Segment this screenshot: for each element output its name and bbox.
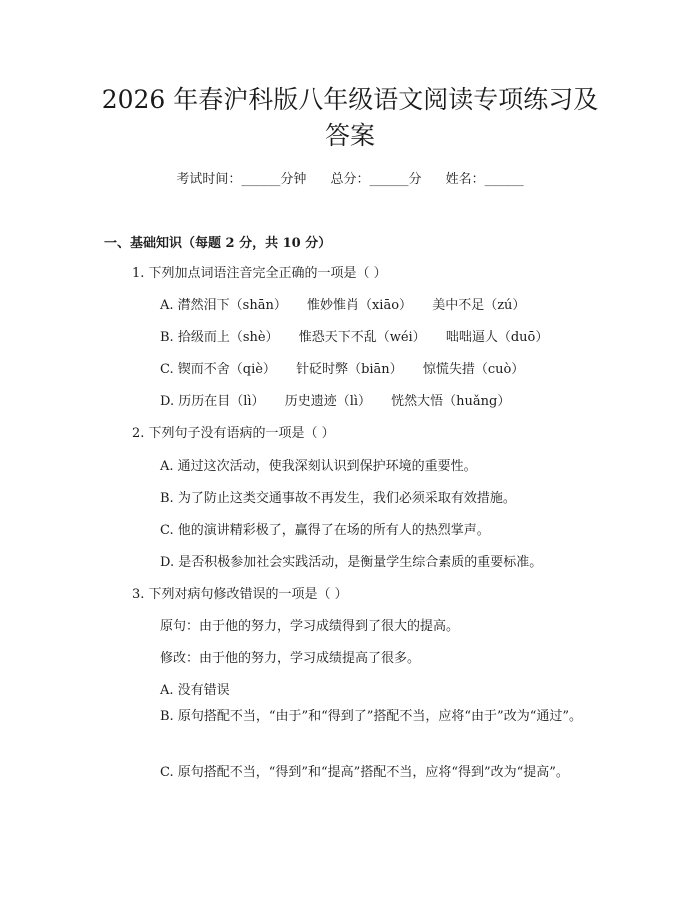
exam-time: 考试时间：______分钟 [176,172,307,187]
option-part: D. 历历在目（lì） [160,394,265,409]
title-line-2: 答案 [324,121,375,150]
question-3-option-b: B. 原句搭配不当，“由于”和“得到了”搭配不当，应将“由于”改为“通过”。 [160,709,582,724]
question-2-option-d: D. 是否积极参加社会实践活动，是衡量学生综合素质的重要标准。 [160,555,543,570]
question-2-option-a: A. 通过这次活动，使我深刻认识到保护环境的重要性。 [160,459,477,474]
question-3-revised-sentence: 修改：由于他的努力，学习成绩提高了很多。 [160,651,421,666]
option-part: C. 锲而不舍（qiè） [160,362,276,377]
question-2-stem: 2. 下列句子没有语病的一项是（ ） [132,426,335,441]
total-score: 总分：______分 [330,172,422,187]
question-1-option-a [160,294,525,313]
question-3-stem: 3. 下列对病句修改错误的一项是（ ） [132,587,348,602]
option-part: 惟妙惟肖（xiāo） [306,298,413,313]
option-part: B. 拾级而上（shè） [160,330,279,345]
option-part: 惟恐天下不乱（wéi） [298,330,426,345]
question-2-option-b: B. 为了防止这类交通事故不再发生，我们必须采取有效措施。 [160,491,516,506]
question-3-option-c: C. 原句搭配不当，“得到”和“提高”搭配不当，应将“得到”改为“提高”。 [160,765,569,780]
question-1-option-c [160,358,524,377]
document-title [90,82,610,154]
question-2-option-c: C. 他的演讲精彩极了，赢得了在场的所有人的热烈掌声。 [160,523,490,538]
title-line-1: 2026 年春沪科版八年级语文阅读专项练习及 [101,85,599,114]
option-part: 恍然大悟（huǎng） [391,394,511,409]
question-3-original-sentence: 原句：由于他的努力，学习成绩得到了很大的提高。 [160,619,460,634]
exam-info [0,168,700,187]
option-part: 咄咄逼人（duō） [445,330,549,345]
question-1-option-d [160,390,510,409]
student-name: 姓名：______ [445,172,524,187]
question-3-option-a: A. 没有错误 [160,683,230,698]
option-part: 惊慌失措（cuò） [422,362,525,377]
question-1-stem: 1. 下列加点词语注音完全正确的一项是（ ） [132,266,387,281]
option-part: A. 潸然泪下（shān） [160,298,287,313]
section-heading: 一、基础知识（每题 2 分，共 10 分） [104,236,332,251]
option-part: 美中不足（zú） [432,298,526,313]
option-part: 历史遗迹（lì） [284,394,372,409]
option-part: 针砭时弊（biān） [296,362,403,377]
question-1-option-b [160,326,548,345]
